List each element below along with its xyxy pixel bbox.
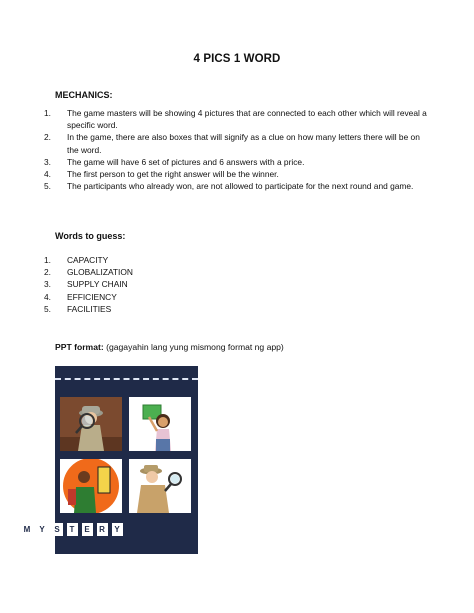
orange-figure-picture — [60, 459, 122, 513]
ppt-format-note: (gagayahin lang yung mismong format ng app) — [103, 342, 284, 352]
slide-dashed-divider — [55, 378, 198, 380]
list-item: 3. The game will have 6 set of pictures and 6 answers with a price. — [44, 156, 305, 167]
letter-box: E — [82, 523, 93, 536]
mechanics-list — [37, 107, 427, 192]
list-item: 5. FACILITIES — [44, 303, 112, 314]
list-item: 3. SUPPLY CHAIN — [44, 279, 128, 290]
letter-box: T — [67, 523, 78, 536]
orange-figure-illustration — [60, 459, 122, 513]
detective-illustration — [60, 397, 122, 451]
list-item: 1. The game masters will be showing 4 pictures that are connected to each other which will reveal a specific word. — [44, 108, 427, 131]
words-list — [37, 254, 427, 315]
list-item: 4. The first person to get the right answer will be the winner. — [44, 169, 279, 180]
list-item: 2. In the game, there are also boxes that will signify as a clue on how many letters there will be on the word. — [44, 132, 420, 155]
answer-letter-boxes — [7, 523, 137, 537]
list-item: 2. GLOBALIZATION — [44, 267, 133, 278]
letter-box: M — [22, 523, 33, 536]
letter-box: R — [97, 523, 108, 536]
letter-box: S — [52, 523, 63, 536]
mechanics-heading: MECHANICS: — [55, 90, 113, 100]
list-item: 5. The participants who already won, are not allowed to participate for the next round and game. — [44, 181, 414, 192]
words-heading: Words to guess: — [55, 231, 126, 241]
investigator-illustration — [129, 459, 191, 513]
list-item: 1. CAPACITY — [44, 255, 109, 265]
detective-picture — [60, 397, 122, 451]
reader-picture — [129, 397, 191, 451]
ppt-format-line — [55, 342, 284, 352]
ppt-format-label: PPT format: — [55, 342, 104, 352]
list-item: 4. EFFICIENCY — [44, 291, 117, 302]
letter-box: Y — [37, 523, 48, 536]
letter-box: Y — [112, 523, 123, 536]
reader-illustration — [129, 397, 191, 451]
investigator-picture — [129, 459, 191, 513]
document-title: 4 PICS 1 WORD — [193, 53, 281, 65]
